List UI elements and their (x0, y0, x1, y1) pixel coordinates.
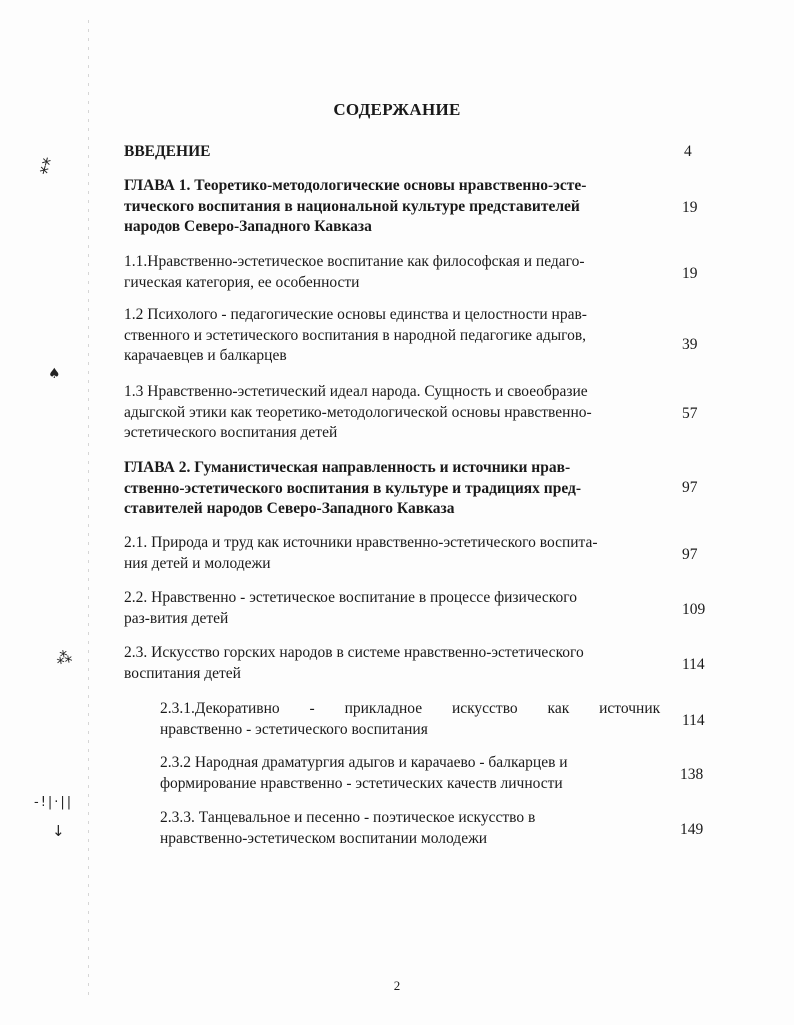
toc-page-number: 114 (682, 656, 705, 673)
toc-line: 1.1.Нравственно-эстетическое воспитание как философская и педаго- (124, 253, 585, 270)
toc-entry-text (124, 458, 669, 520)
toc-entry-text (124, 643, 669, 684)
toc-entry-text (160, 808, 665, 849)
page-number: 2 (393, 978, 401, 993)
toc-page-number: 114 (682, 712, 705, 729)
scan-edge-line (88, 20, 89, 1000)
toc-line: ственно-эстетического воспитания в культуре и традициях пред- (124, 479, 582, 497)
toc-line: нравственно - эстетического воспитания (160, 720, 428, 738)
toc-line: 1.3 Нравственно-эстетический идеал народа. Сущность и своеобразие (124, 383, 588, 400)
toc-line: 2.1. Природа и труд как источники нравственно-эстетического воспита- (124, 534, 598, 551)
toc-page-number: 57 (682, 405, 698, 422)
toc-page-number: 19 (682, 199, 698, 216)
toc-page-number: 149 (680, 821, 704, 838)
toc-line: 2.3.1.Декоративно - прикладное искусство как источник (160, 700, 661, 717)
toc-line: 2.2. Нравственно - эстетическое воспитание в процессе физического (124, 589, 577, 606)
toc-line: раз-вития детей (124, 609, 229, 627)
toc-page-number: 39 (682, 336, 698, 353)
toc-line: 1.2 Психолого - педагогические основы единства и целостности нрав- (124, 306, 587, 323)
scan-artifact: ⁂ (54, 646, 74, 669)
toc-page-number: 97 (682, 479, 698, 496)
toc-line: ГЛАВА 2. Гуманистическая направленность и источники нрав- (124, 459, 571, 476)
toc-entry-text (124, 533, 669, 574)
toc-line: 2.3.3. Танцевальное и песенно - поэтическое искусство в (160, 809, 536, 826)
scan-artifact: ♠ (48, 366, 61, 382)
toc-line: воспитания детей (124, 664, 241, 682)
toc-line: гическая категория, ее особенности (124, 273, 360, 291)
toc-page-number: 97 (682, 546, 698, 563)
toc-line: карачаевцев и балкарцев (124, 347, 287, 364)
toc-line: народов Северо-Западного Кавказа (124, 218, 372, 235)
toc-line: тического воспитания в национальной культуре представителей (124, 197, 580, 215)
toc-page-number: 109 (682, 601, 706, 618)
toc-line: 2.3.2 Народная драматургия адыгов и карачаево - балкарцев и (160, 754, 568, 771)
toc-entry-text (124, 142, 664, 163)
toc-line: ственного и эстетического воспитания в народной педагогике адыгов, (124, 326, 587, 344)
scan-artifact: ↓ (52, 822, 65, 840)
toc-entry-text (124, 305, 664, 367)
toc-entry-text (124, 382, 669, 444)
toc-line: адыгской этики как теоретико-методологической основы нравственно- (124, 403, 592, 421)
toc-line: ГЛАВА 1. Теоретико-методологические основы нравственно-эсте- (124, 177, 587, 194)
toc-entry-text (124, 252, 664, 293)
scan-artifact: ⁑ (37, 157, 52, 180)
scan-artifact: -!|·|| (34, 795, 74, 810)
page-title: СОДЕРЖАНИЕ (333, 100, 461, 119)
toc-entry-text (124, 588, 664, 629)
toc-line: 2.3. Искусство горских народов в системе нравственно-эстетического (124, 644, 584, 661)
toc-page-number: 19 (682, 265, 698, 282)
toc-page-number: 4 (684, 143, 692, 160)
toc-line: ставителей народов Северо-Западного Кавказа (124, 500, 455, 517)
toc-entry-text (160, 753, 665, 794)
toc-line: нравственно-эстетическом воспитании молодежи (160, 829, 488, 847)
toc-line: ВВЕДЕНИЕ (124, 143, 211, 160)
toc-entry-text (160, 699, 668, 740)
toc-line: формирование нравственно - эстетических качеств личности (160, 774, 563, 792)
toc-entry-text (124, 176, 669, 238)
toc-line: ния детей и молодежи (124, 554, 271, 572)
toc-line: эстетического воспитания детей (124, 424, 338, 441)
toc-page-number: 138 (680, 766, 704, 783)
